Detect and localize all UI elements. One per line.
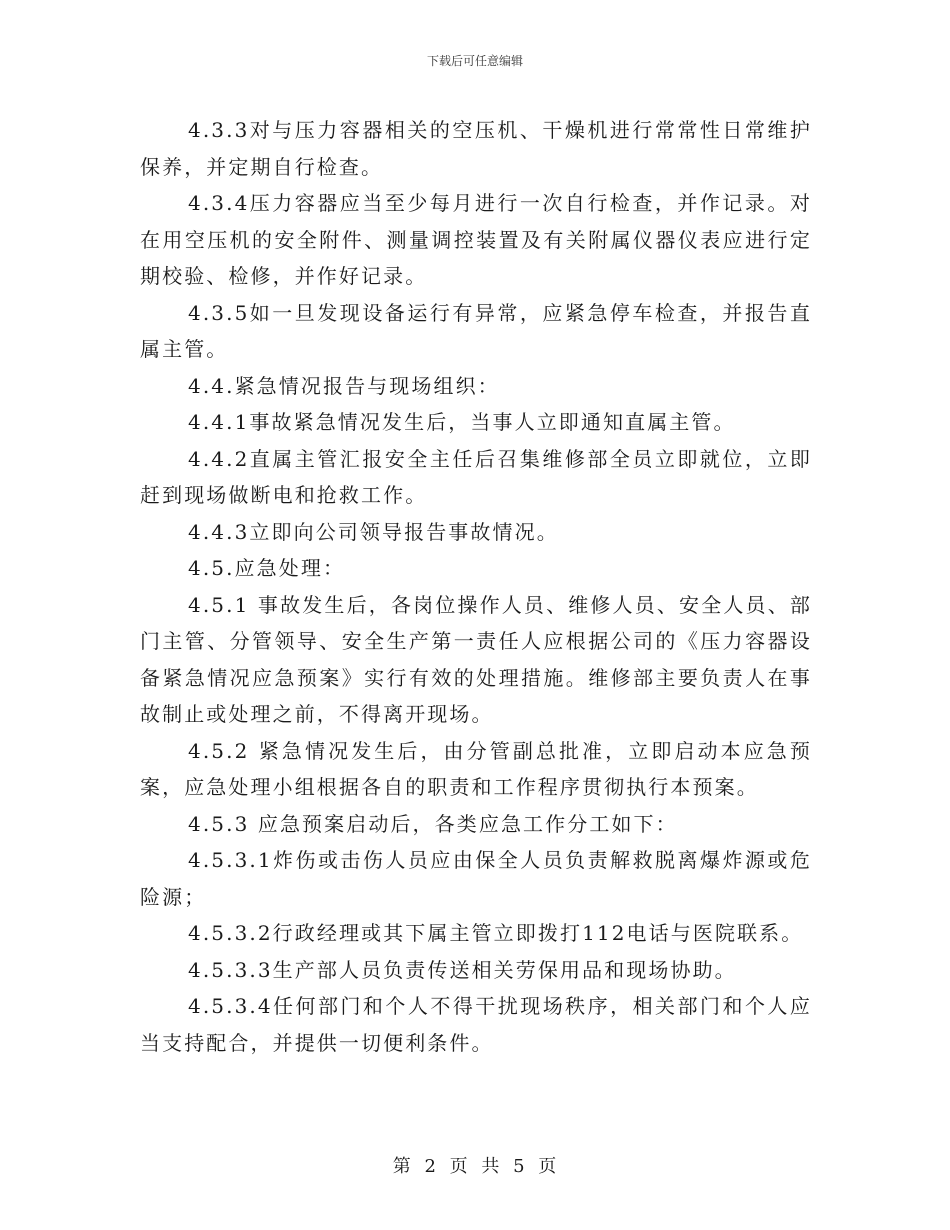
current-page-number: 2 [424, 1156, 437, 1177]
paragraph-4-5-1: 4.5.1 事故发生后，各岗位操作人员、维修人员、安全人员、部门主管、分管领导、安全生产第一责任人应根据公司的《压力容器设备紧急情况应急预案》实行有效的处理措施。维修部主要负责人在事故制止或处理之前，不得离开现场。 [140, 592, 812, 726]
paragraph-4-5-3-1: 4.5.3.1炸伤或击伤人员应由保全人员负责解救脱离爆炸源或危险源； [140, 848, 812, 909]
paragraph-4-4-3: 4.4.3立即向公司领导报告事故情况。 [188, 519, 559, 544]
paragraph-4-3-3: 4.3.3对与压力容器相关的空压机、干燥机进行常常性日常维护保养，并定期自行检查。 [140, 118, 812, 179]
paragraph-4-5-3-3: 4.5.3.3生产部人员负责传送相关劳保用品和现场协助。 [188, 957, 737, 982]
heading-4-5: 4.5.应急处理： [188, 556, 346, 580]
footer-gong: 共 [481, 1156, 501, 1177]
document-body [140, 112, 812, 1061]
paragraph-4-5-3: 4.5.3 应急预案启动后，各类应急工作分工如下： [188, 811, 678, 836]
paragraph-4-4-2: 4.4.2直属主管汇报安全主任后召集维修部全员立即就位，立即赶到现场做断电和抢救工作。 [140, 446, 812, 507]
heading-4-4: 4.4.紧急情况报告与现场组织： [188, 373, 500, 398]
paragraph-4-3-5: 4.3.5如一旦发现设备运行有异常，应紧急停车检查，并报告直属主管。 [140, 300, 812, 361]
paragraph-4-5-3-2: 4.5.3.2行政经理或其下属主管立即拨打112电话与医院联系。 [188, 921, 804, 945]
paragraph-4-4-1: 4.4.1事故紧急情况发生后，当事人立即通知直属主管。 [188, 410, 736, 434]
paragraph-4-3-4: 4.3.4压力容器应当至少每月进行一次自行检查，并作记录。对在用空压机的安全附件、测量调控装置及有关附属仪器仪表应进行定期校验、检修，并作好记录。 [140, 191, 812, 288]
footer-ye-2: 页 [538, 1156, 558, 1177]
footer-ye: 页 [449, 1156, 469, 1177]
page-header: 下载后可任意编辑 [426, 54, 523, 68]
paragraph-4-5-2: 4.5.2 紧急情况发生后，由分管副总批准，立即启动本应急预案，应急处理小组根据各自的职责和工作程序贯彻执行本预案。 [140, 738, 812, 799]
page-footer [0, 1152, 950, 1178]
footer-di: 第 [392, 1156, 412, 1177]
paragraph-4-5-3-4: 4.5.3.4任何部门和个人不得干扰现场秩序，相关部门和个人应当支持配合，并提供一切便利条件。 [140, 994, 812, 1055]
total-page-count: 5 [513, 1156, 526, 1177]
